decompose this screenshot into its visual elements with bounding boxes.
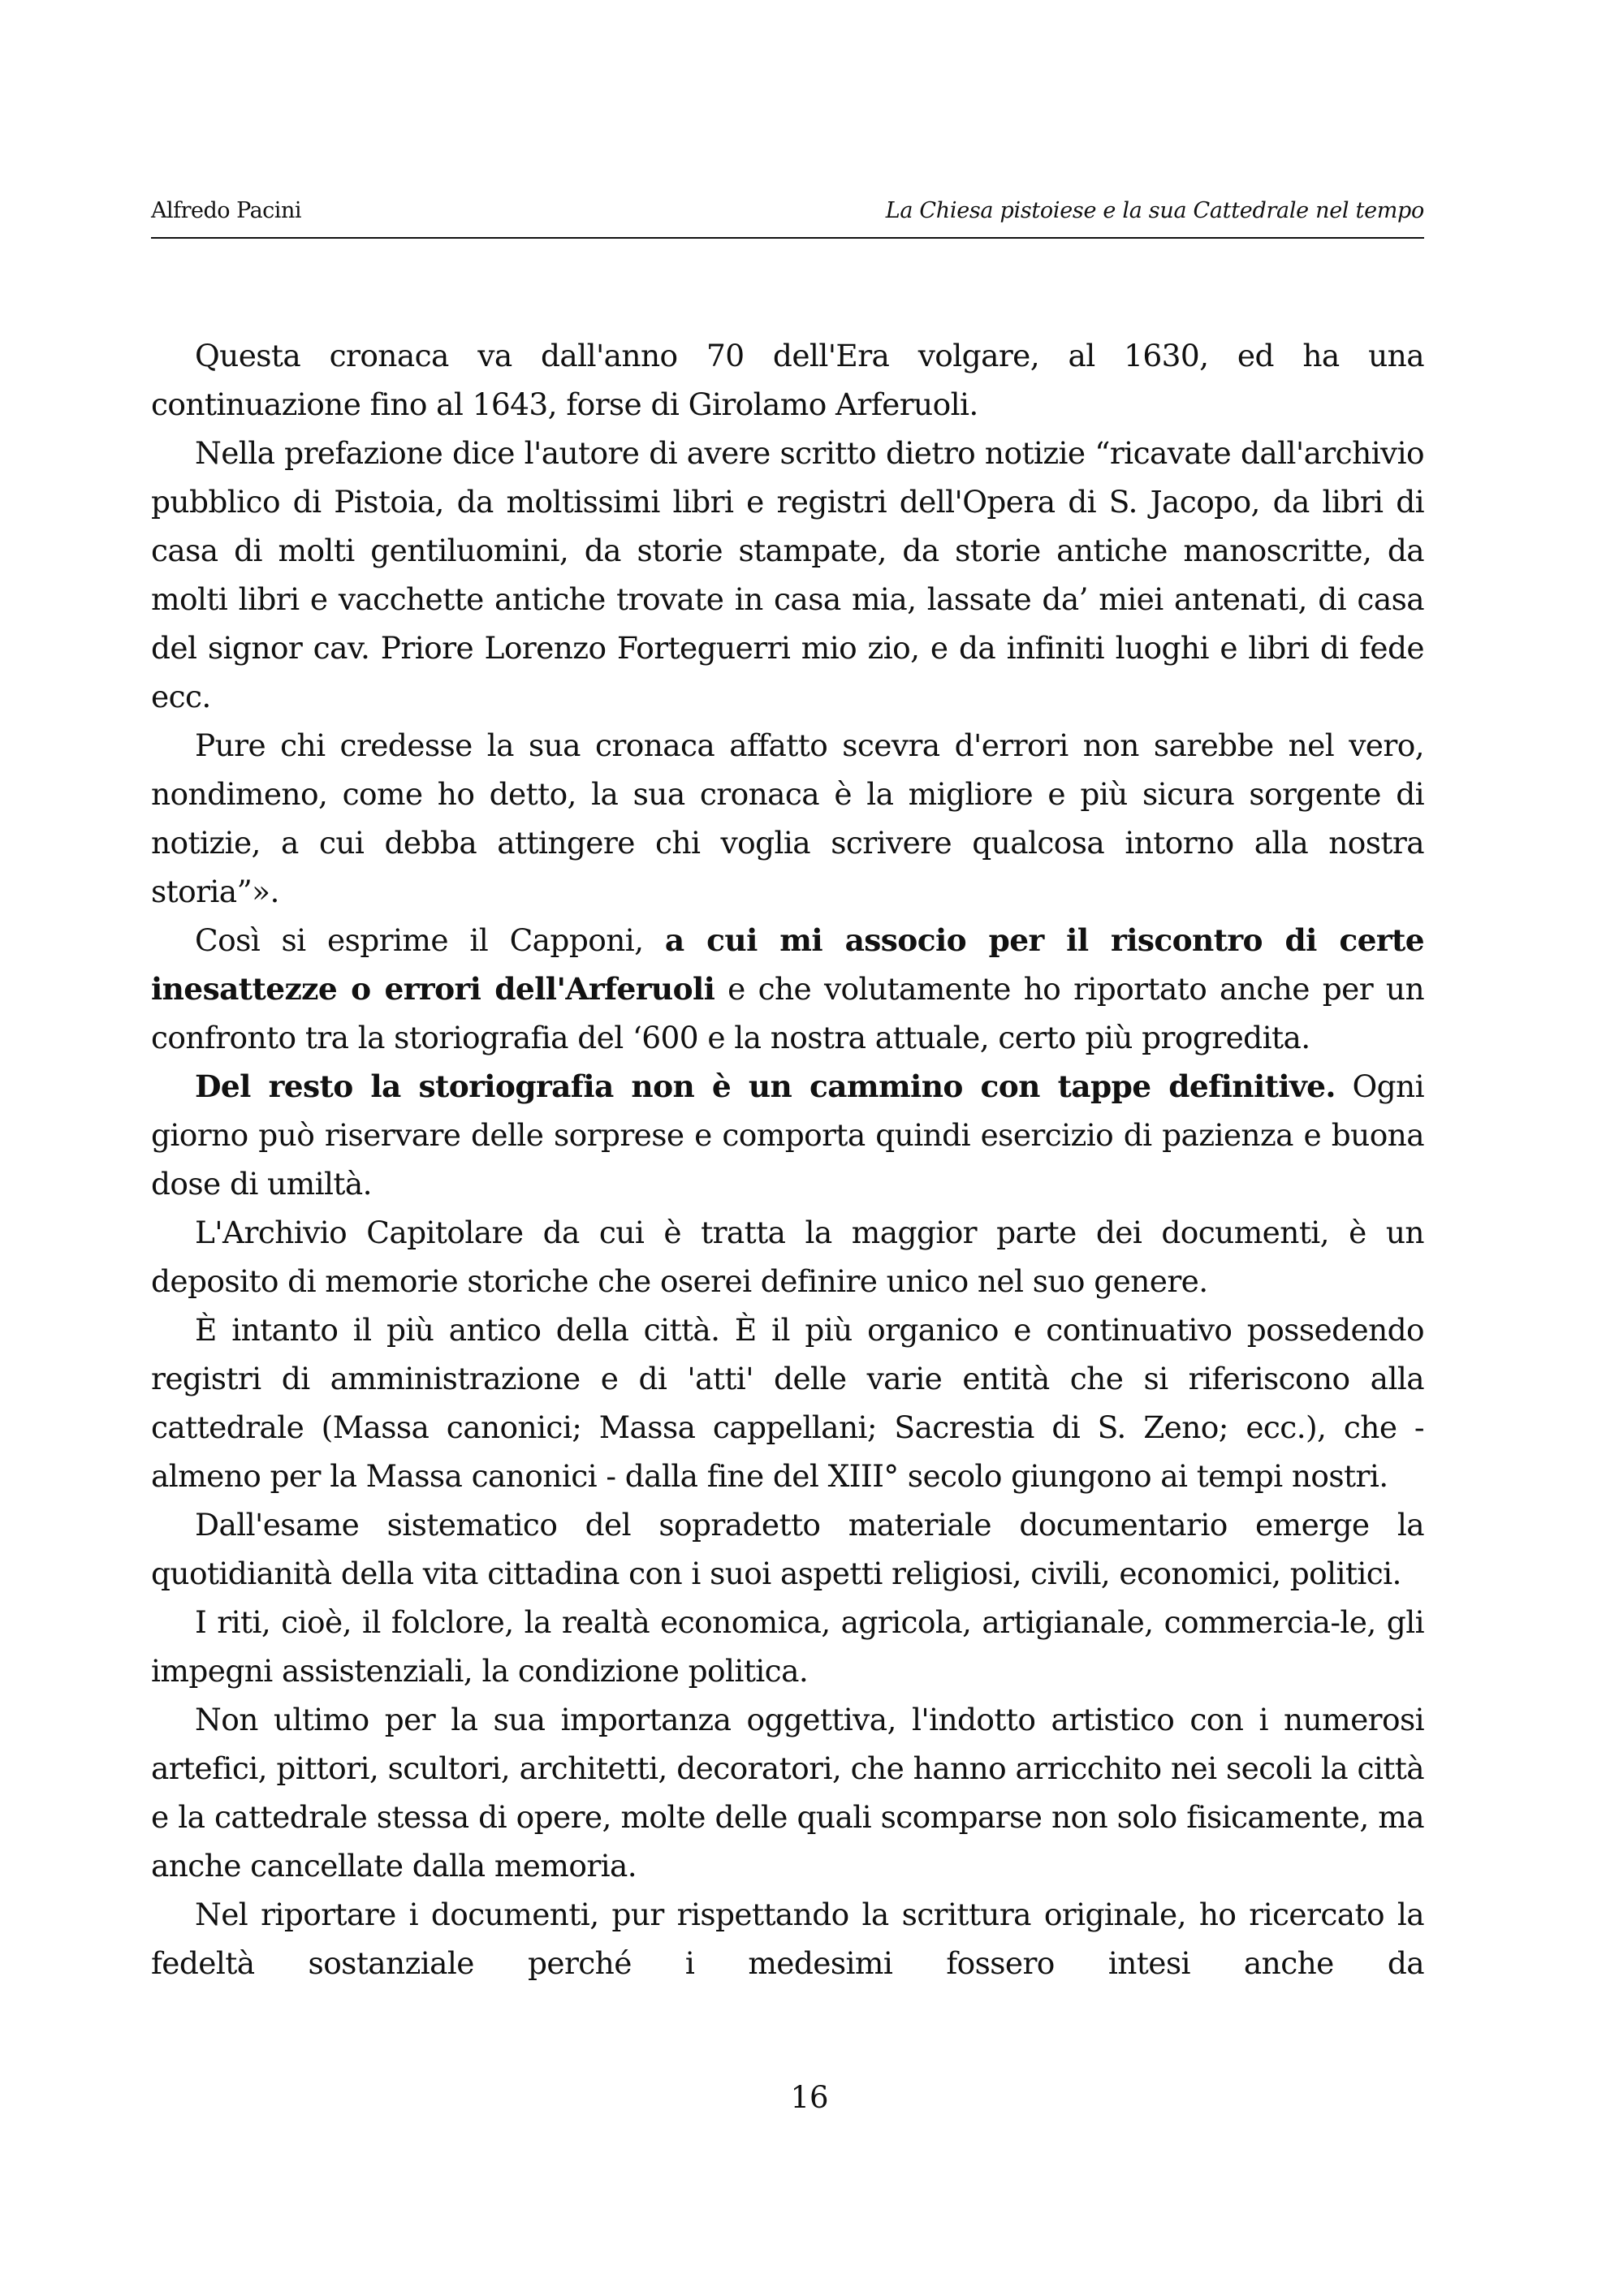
paragraph xyxy=(151,1890,1424,1987)
text-run: Questa cronaca va dall'anno 70 dell'Era volgare, al 1630, ed ha una continuazione fino al 1643, forse di Girolamo Arferuoli. xyxy=(151,338,1424,422)
text-run: Nel riportare i documenti, pur rispettando la scrittura originale, ho ricercato la fedeltà sostanziale perché i medesimi fossero intesi anche da xyxy=(151,1897,1424,1981)
paragraph xyxy=(151,1695,1424,1890)
text-run: e che volutamente ho riportato anche per un confronto tra la storiografia del ‘600 e la nostra attuale, certo più progredita. xyxy=(151,971,1425,1055)
header-rule xyxy=(151,237,1424,239)
running-header xyxy=(151,198,1424,231)
paragraph xyxy=(151,916,1424,1062)
text-run: I riti, cioè, il folclore, la realtà economica, agricola, artigianale, commercia-le, gli impegni assistenziali, la condizione politica. xyxy=(151,1604,1424,1689)
paragraph xyxy=(151,1208,1424,1306)
paragraph xyxy=(151,1062,1424,1208)
text-run: Ogni giorno può riservare delle sorprese e comporta quindi esercizio di pazienza e buona dose di umiltà. xyxy=(151,1068,1424,1202)
paragraph xyxy=(151,1306,1424,1500)
paragraph xyxy=(151,429,1424,721)
bold-text-run: Del resto la storiografia non è un cammino con tappe definitive. xyxy=(195,1068,1336,1104)
header-book-title: La Chiesa pistoiese e la sua Cattedrale nel tempo xyxy=(885,198,1424,223)
paragraph xyxy=(151,1598,1424,1695)
page-number: 16 xyxy=(790,2080,829,2115)
body-text xyxy=(151,331,1424,1987)
text-run: L'Archivio Capitolare da cui è tratta la maggior parte dei documenti, è un deposito di memorie storiche che oserei definire unico nel suo genere. xyxy=(151,1215,1424,1299)
header-author: Alfredo Pacini xyxy=(151,198,301,223)
text-run: Pure chi credesse la sua cronaca affatto scevra d'errori non sarebbe nel vero, nondimeno, come ho detto, la sua cronaca è la migliore e più sicura sorgente di notizie, a cui debba attingere chi voglia scrivere qualcosa intorno alla nostra storia”». xyxy=(151,727,1424,909)
text-run: Nella prefazione dice l'autore di avere scritto dietro notizie “ricavate dall'archivio pubblico di Pistoia, da moltissimi libri e registri dell'Opera di S. Jacopo, da libri di casa di molti gentiluomini, da storie stampate, da storie antiche manoscritte, da molti libri e vacchette antiche trovate in casa mia, lassate da’ miei antenati, di casa del signor cav. Priore Lorenzo Forteguerri mio zio, e da infiniti luoghi e libri di fede ecc. xyxy=(151,435,1424,714)
text-run: È intanto il più antico della città. È il più organico e continuativo possedendo registri di amministrazione e di 'atti' delle varie entità che si riferiscono alla cattedrale (Massa canonici; Massa cappellani; Sacrestia di S. Zeno; ecc.), che - almeno per la Massa canonici - dalla fine del XIII° secolo giungono ai tempi nostri. xyxy=(151,1312,1424,1494)
paragraph xyxy=(151,721,1424,916)
bold-text-run: a cui mi associo per il riscontro di certe inesattezze o errori dell'Arferuoli xyxy=(151,922,1424,1007)
paragraph xyxy=(151,331,1424,429)
text-run: Dall'esame sistematico del sopradetto materiale documentario emerge la quotidianità della vita cittadina con i suoi aspetti religiosi, civili, economici, politici. xyxy=(151,1507,1424,1591)
text-run: Non ultimo per la sua importanza oggettiva, l'indotto artistico con i numerosi artefici, pittori, scultori, architetti, decoratori, che hanno arricchito nei secoli la città e la cattedrale stessa di opere, molte delle quali scomparse non solo fisicamente, ma anche cancellate dalla memoria. xyxy=(151,1702,1424,1884)
paragraph xyxy=(151,1500,1424,1598)
text-run: Così si esprime il Capponi, xyxy=(195,922,665,958)
